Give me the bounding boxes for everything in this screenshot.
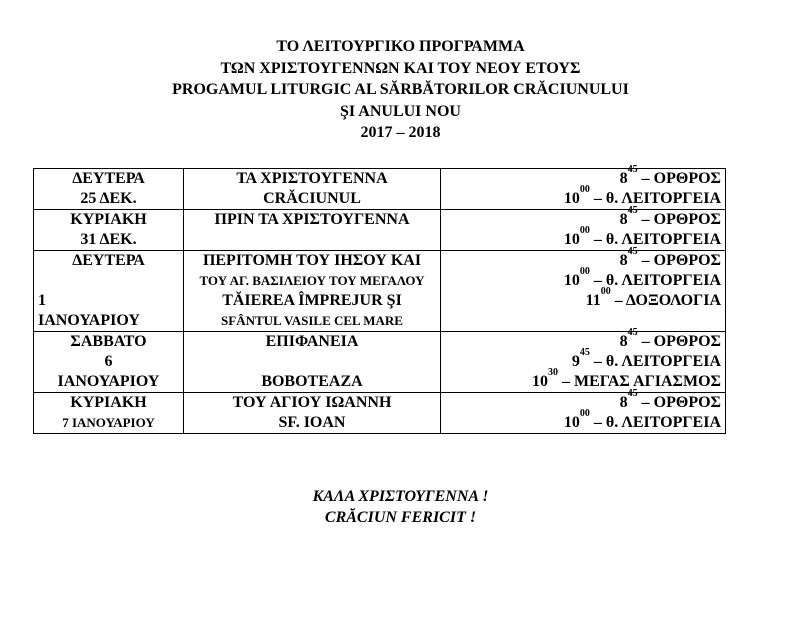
service-minutes: 45 [579,347,590,358]
title-greek-line2: ΤΩΝ ΧΡΙΣΤΟΥΓΕΝΝΩΝ ΚΑΙ ΤΟΥ ΝΕΟΥ ΕΤΟΥΣ [220,59,581,77]
table-row [34,332,726,393]
service-minutes: 00 [579,184,590,195]
date-number: 1 [38,292,46,309]
service-entry [445,347,721,372]
title-years: 2017 – 2018 [360,124,441,141]
feast-greek: ΤΟΥ ΑΓΙΟΥ ΙΩΑΝΝΗ [232,394,392,411]
service-name: – ΟΡΘΡΟΣ [637,252,721,269]
service-hour: 10 [563,190,580,207]
service-hour: 8 [619,211,628,228]
greeting-footer [0,486,801,528]
service-minutes: 45 [627,246,638,257]
service-name: – θ. ΛΕΙΤΟΡΓΕΙΑ [589,414,721,431]
greeting-romanian: CRĂCIUN FERICIT ! [324,509,477,526]
service-entry [445,225,721,250]
feast-romanian: BOBOTEAZA [261,373,363,390]
service-hour: 8 [619,170,628,187]
service-minutes: 45 [627,164,638,175]
title-greek-line1: ΤΟ ΛΕΙΤΟΥΡΓΙΚΟ ΠΡΟΓΡΑΜΜΑ [276,38,525,55]
spacer [188,352,436,372]
service-name: – ΟΡΘΡΟΣ [637,394,721,411]
service-name: – θ. ΛΕΙΤΟΡΓΕΙΑ [589,272,721,289]
day-name: ΣΑΒΒΑΤΟ [70,333,147,350]
feast-cell [184,332,441,393]
day-cell [34,169,184,210]
day-name: ΔΕΥΤΕΡΑ [72,170,145,187]
service-hour: 8 [619,333,628,350]
month: ΙΑΝΟΥΑΡΙΟΥ [57,373,160,390]
date-number: 6 [104,353,113,370]
service-name: – ΟΡΘΡΟΣ [637,170,721,187]
service-minutes: 00 [579,408,590,419]
date: 7 ΙΑΝΟΥΑΡΙΟΥ [62,415,155,430]
service-entry [445,266,721,291]
spacer [38,271,179,291]
service-minutes: 00 [600,286,611,297]
date: 31 ΔΕΚ. [80,231,137,248]
day-cell [34,393,184,434]
service-name: – ΟΡΘΡΟΣ [637,211,721,228]
feast-greek: ΠΡΙΝ ΤΑ ΧΡΙΣΤΟΥΓΕΝΝΑ [214,211,410,228]
service-minutes: 30 [548,367,559,378]
feast-cell [184,393,441,434]
service-cell [441,388,726,434]
table-row [34,210,726,251]
service-cell [441,164,726,210]
service-cell [441,246,726,332]
service-minutes: 45 [627,327,638,338]
service-hour: 10 [532,373,549,390]
service-name: – θ. ΛΕΙΤΟΡΓΕΙΑ [589,353,721,370]
service-minutes: 00 [579,225,590,236]
feast-romanian: CRĂCIUNUL [263,190,361,207]
service-entry [445,408,721,433]
date: 25 ΔΕΚ. [80,190,137,207]
service-name: – ΔΟΞΟΛΟΓΙΑ [610,292,721,309]
service-minutes: 45 [627,205,638,216]
feast-romanian: SF. IOAN [278,414,346,431]
service-hour: 11 [585,292,601,309]
service-minutes: 00 [579,266,590,277]
title-romanian-line1: PROGAMUL LITURGIC AL SĂRBĂTORILOR CRĂCIUNULUI [172,81,629,98]
service-hour: 9 [571,353,580,370]
day-cell [34,251,184,332]
service-cell [441,327,726,393]
greeting-greek: ΚΑΛΑ ΧΡΙΣΤΟΥΓΕΝΝΑ ! [312,488,489,505]
day-name: ΔΕΥΤΕΡΑ [72,252,145,269]
day-cell [34,210,184,251]
feast-greek-line2: ΤΟΥ ΑΓ. ΒΑΣΙΛΕΙΟΥ ΤΟΥ ΜΕΓΑΛΟΥ [199,273,425,288]
feast-cell [184,251,441,332]
day-name: ΚΥΡΙΑΚΗ [70,211,147,228]
service-entry [445,286,721,311]
month: ΙΑΝΟΥΑΡΙΟΥ [38,312,140,329]
feast-romanian: TĂIEREA ÎMPREJUR ŞI [222,292,402,309]
table-row [34,251,726,332]
day-name: ΚΥΡΙΑΚΗ [70,394,147,411]
service-entry [445,367,721,392]
schedule-table [33,164,726,434]
service-name: – θ. ΛΕΙΤΟΡΓΕΙΑ [589,231,721,248]
title-romanian-line2: ŞI ANULUI NOU [340,102,461,120]
feast-greek: ΠΕΡΙΤΟΜΗ ΤΟΥ ΙΗΣΟΥ ΚΑΙ [202,252,422,269]
service-name: – ΜΕΓΑΣ ΑΓΙΑΣΜΟΣ [558,373,721,390]
service-name: – θ. ΛΕΙΤΟΡΓΕΙΑ [589,190,721,207]
service-hour: 10 [563,231,580,248]
service-hour: 8 [619,394,628,411]
feast-cell [184,169,441,210]
table-row [34,169,726,210]
table-row [34,393,726,434]
feast-cell [184,210,441,251]
service-minutes: 45 [627,388,638,399]
day-cell [34,332,184,393]
feast-greek: ΤΑ ΧΡΙΣΤΟΥΓΕΝΝΑ [236,170,388,187]
service-hour: 10 [563,272,580,289]
feast-romanian-line2: SFÂNTUL VASILE CEL MARE [221,313,403,328]
service-name: – ΟΡΘΡΟΣ [637,333,721,350]
service-cell [441,205,726,251]
feast-greek: ΕΠΙΦΑΝΕΙΑ [265,333,359,350]
document-header [0,36,801,144]
service-hour: 8 [619,252,628,269]
service-hour: 10 [563,414,580,431]
service-entry [445,184,721,209]
